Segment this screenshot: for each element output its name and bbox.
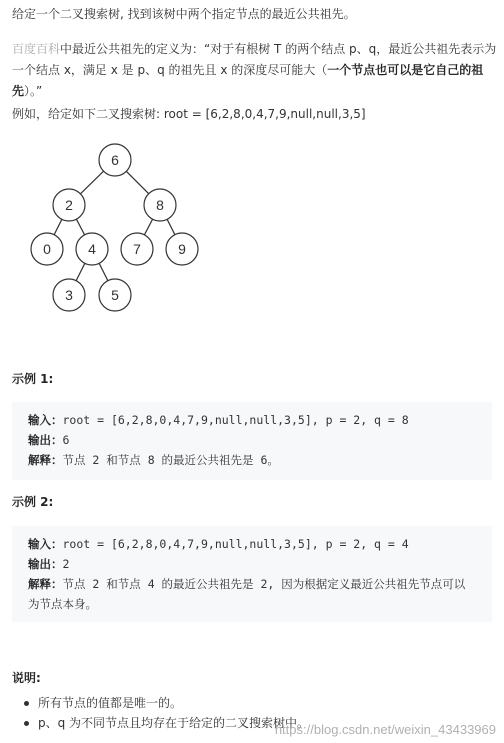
tree-node-label: 9 [178, 241, 186, 257]
tree-edge-4-5 [99, 263, 108, 280]
tree-edge-8-9 [167, 219, 175, 234]
tree-edge-6-8 [126, 171, 148, 193]
explain-label: 解释： [28, 577, 63, 591]
input-value: root = [6,2,8,0,4,7,9,null,null,3,5], p = 2, q = 8 [62, 413, 409, 427]
example1-code-block [12, 402, 492, 480]
tree-node-0 [31, 233, 63, 265]
intro-text: 给定一个二叉搜索树, 找到该树中两个指定节点的最近公共祖先。 [12, 7, 356, 21]
baike-link[interactable]: 百度百科 [12, 42, 61, 56]
output-value: 6 [62, 433, 70, 447]
tree-node-4 [76, 233, 108, 265]
tree-node-label: 0 [43, 241, 51, 257]
definition-text: 中最近公共祖先的定义为：“对于有根树 T 的两个结点 p、q，最近公共祖先表示为一个结点 x，满足 x 是 p、q 的祖先且 x 的深度尽可能大（ [12, 42, 497, 77]
definition-bold: 一个节点也可以是它自己的祖先 [12, 63, 484, 98]
example2-title: 示例 2: [12, 495, 54, 509]
tree-node-3 [53, 279, 85, 311]
input-value: root = [6,2,8,0,4,7,9,null,null,3,5], p = 2, q = 4 [62, 537, 409, 551]
input-label: 输入： [28, 413, 63, 427]
tree-edge-2-4 [76, 219, 84, 235]
tree-edge-8-7 [144, 219, 152, 235]
notes-list [22, 693, 309, 733]
example2-code-block [12, 526, 492, 622]
tree-node-label: 6 [111, 152, 119, 168]
tree-node-label: 4 [88, 241, 96, 257]
notes-title: 说明: [12, 671, 41, 685]
tree-node-9 [166, 233, 198, 265]
definition-paragraph [12, 39, 497, 102]
tree-node-6 [99, 144, 131, 176]
list-item: 所有节点的值都是唯一的。 [22, 693, 309, 713]
list-item: p、q 为不同节点且均存在于给定的二叉搜索树中。 [22, 713, 309, 733]
tree-node-label: 5 [111, 287, 119, 303]
example-intro: 例如，给定如下二叉搜索树: root = [6,2,8,0,4,7,9,null,null,3,5] [12, 107, 366, 121]
tree-node-label: 7 [133, 241, 141, 257]
explain-label: 解释： [28, 453, 63, 467]
watermark: https://blog.csdn.net/weixin_43433969 [274, 722, 496, 737]
output-label: 输出： [28, 557, 63, 571]
output-value: 2 [62, 557, 70, 571]
tree-edge-6-2 [80, 171, 103, 194]
binary-search-tree-diagram [0, 135, 504, 315]
tree-node-5 [99, 279, 131, 311]
tree-edge-2-0 [54, 219, 62, 234]
tree-node-7 [121, 233, 153, 265]
tree-node-label: 3 [65, 287, 73, 303]
explain-value: 节点 2 和节点 4 的最近公共祖先是 2, 因为根据定义最近公共祖先节点可以为节点本身。 [28, 577, 466, 611]
input-label: 输入： [28, 537, 63, 551]
tree-node-label: 2 [65, 197, 73, 213]
tree-edge-4-3 [76, 263, 85, 280]
tree-node-8 [144, 189, 176, 221]
tree-node-label: 8 [156, 197, 164, 213]
output-label: 输出： [28, 433, 63, 447]
example1-title: 示例 1: [12, 372, 54, 386]
definition-end: ）。” [24, 84, 43, 98]
explain-value: 节点 2 和节点 8 的最近公共祖先是 6。 [62, 453, 279, 467]
tree-node-2 [53, 189, 85, 221]
